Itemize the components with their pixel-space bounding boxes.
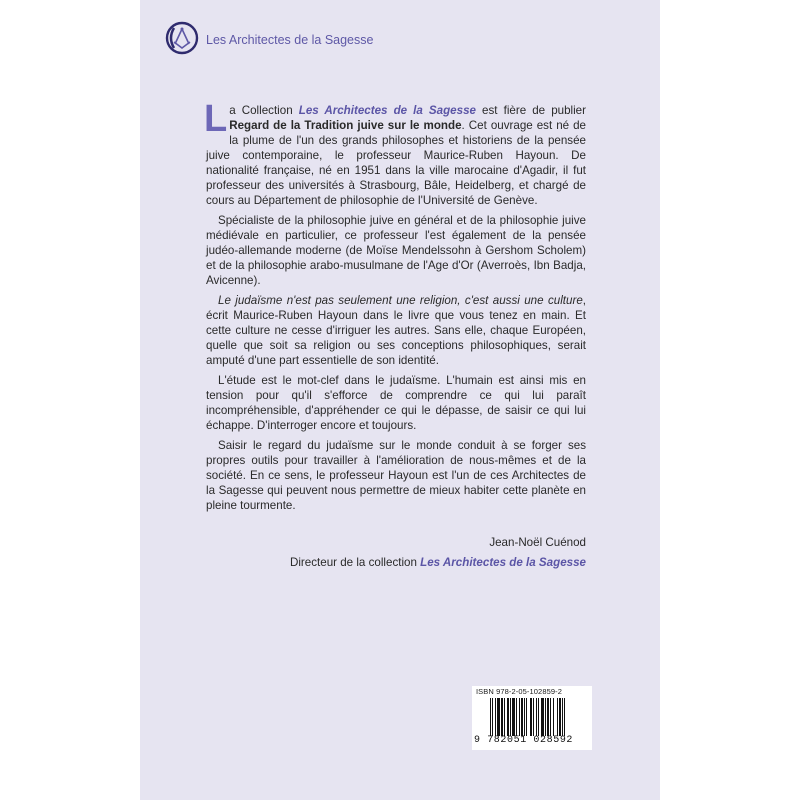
paragraph-5: Saisir le regard du judaïsme sur le monde conduit à se forger ses propres outils pour travailler à l'amélioration de nous-mêmes et de la société. En ce sens, le professeur Hayoun est l'un de ces Architectes de la Sagesse qui peuvent nous permettre de mieux habiter cette planète en pleine tourmente.: [206, 439, 586, 512]
barcode-bar: [562, 698, 563, 736]
barcode-bar: [521, 698, 523, 736]
collection-logo: [164, 20, 373, 60]
paragraph-2: Spécialiste de la philosophie juive en général et de la philosophie juive médiévale en particulier, ce professeur l'est également de la pensée judéo-allemande moderne (de Moïse Mendelssohn à Gershom Scholem) et de la philosophie arabo-musulmane de l'Age d'Or (Averroès, Ibn Badja, Avicenne).: [206, 214, 586, 287]
barcode-bar: [504, 698, 505, 736]
barcode-bar: [524, 698, 525, 736]
signature-collection: Les Architectes de la Sagesse: [420, 556, 586, 569]
signature: [206, 533, 586, 573]
barcode-bar: [501, 698, 503, 736]
paragraph-4: L'étude est le mot-clef dans le judaïsme. L'humain est ainsi mis en tension pour qu'il s'efforce de comprendre ce qui lui paraît incompréhensible, d'appréhender ce qui le dépasse, de saisir ce qui lui échappe. D'interroger encore et toujours.: [206, 374, 586, 432]
barcode-bar: [538, 698, 539, 736]
barcode-bar: [541, 698, 544, 736]
barcode-bar: [564, 698, 565, 736]
barcode-bar: [545, 698, 546, 736]
barcode-bar: [516, 698, 517, 736]
barcode-bar: [507, 698, 509, 736]
barcode-bar: [490, 698, 491, 736]
barcode-digits: 9 782051 028592: [474, 735, 574, 746]
barcode-bar: [533, 698, 534, 736]
quote: Le judaïsme n'est pas seulement une religion, c'est aussi une culture: [218, 294, 583, 307]
compass-square-circle-icon: [164, 20, 200, 61]
paragraph-1: La Collection Les Architectes de la Sagesse est fière de publier Regard de la Tradition juive sur le monde. Cet ouvrage est né de la plume de l'un des grands philosophes et historiens de la pensée juive contemporaine, le professeur Maurice-Ruben Hayoun. De nationalité française, né en 1951 dans la ville marocaine d'Agadir, il fut professeur des universités à Strasbourg, Bâle, Heidelberg, et chargé de cours au Département de philosophie de l'Université de Genève.: [204, 98, 586, 207]
barcode-bar: [526, 698, 527, 736]
book-title: Regard de la Tradition juive sur le monde: [229, 119, 462, 132]
barcode-bar: [536, 698, 537, 736]
barcode: [490, 698, 590, 736]
barcode-bar: [492, 698, 493, 736]
barcode-bar: [519, 698, 520, 736]
logo-text: Les Architectes de la Sagesse: [206, 33, 374, 47]
signature-name: Jean-Noël Cuénod: [489, 536, 586, 549]
drop-cap: L: [204, 98, 228, 140]
barcode-bar: [547, 698, 549, 736]
barcode-bar: [495, 698, 496, 736]
barcode-box: [472, 686, 592, 750]
paragraph-3: Le judaïsme n'est pas seulement une religion, c'est aussi une culture, écrit Maurice-Ruben Hayoun dans le livre que vous tenez en main. Et cette culture ne cesse d'irriguer les autres. Sans elle, chaque Européen, quelle que soit sa religion ou ses conceptions philosophiques, serait amputé d'une part essentielle de son identité.: [206, 294, 586, 367]
barcode-bar: [497, 698, 500, 736]
barcode-bar: [550, 698, 551, 736]
barcode-bar: [510, 698, 511, 736]
barcode-bar: [559, 698, 561, 736]
signature-role: Directeur de la collection Les Architectes de la Sagesse: [289, 556, 586, 569]
barcode-bar: [553, 698, 554, 736]
isbn-label: ISBN 978-2-05-102859-2: [476, 687, 563, 696]
barcode-bar: [512, 698, 515, 736]
series-title: Les Architectes de la Sagesse: [298, 104, 476, 117]
back-cover-text: [204, 98, 586, 518]
barcode-bar: [530, 698, 532, 736]
barcode-bar: [557, 698, 558, 736]
